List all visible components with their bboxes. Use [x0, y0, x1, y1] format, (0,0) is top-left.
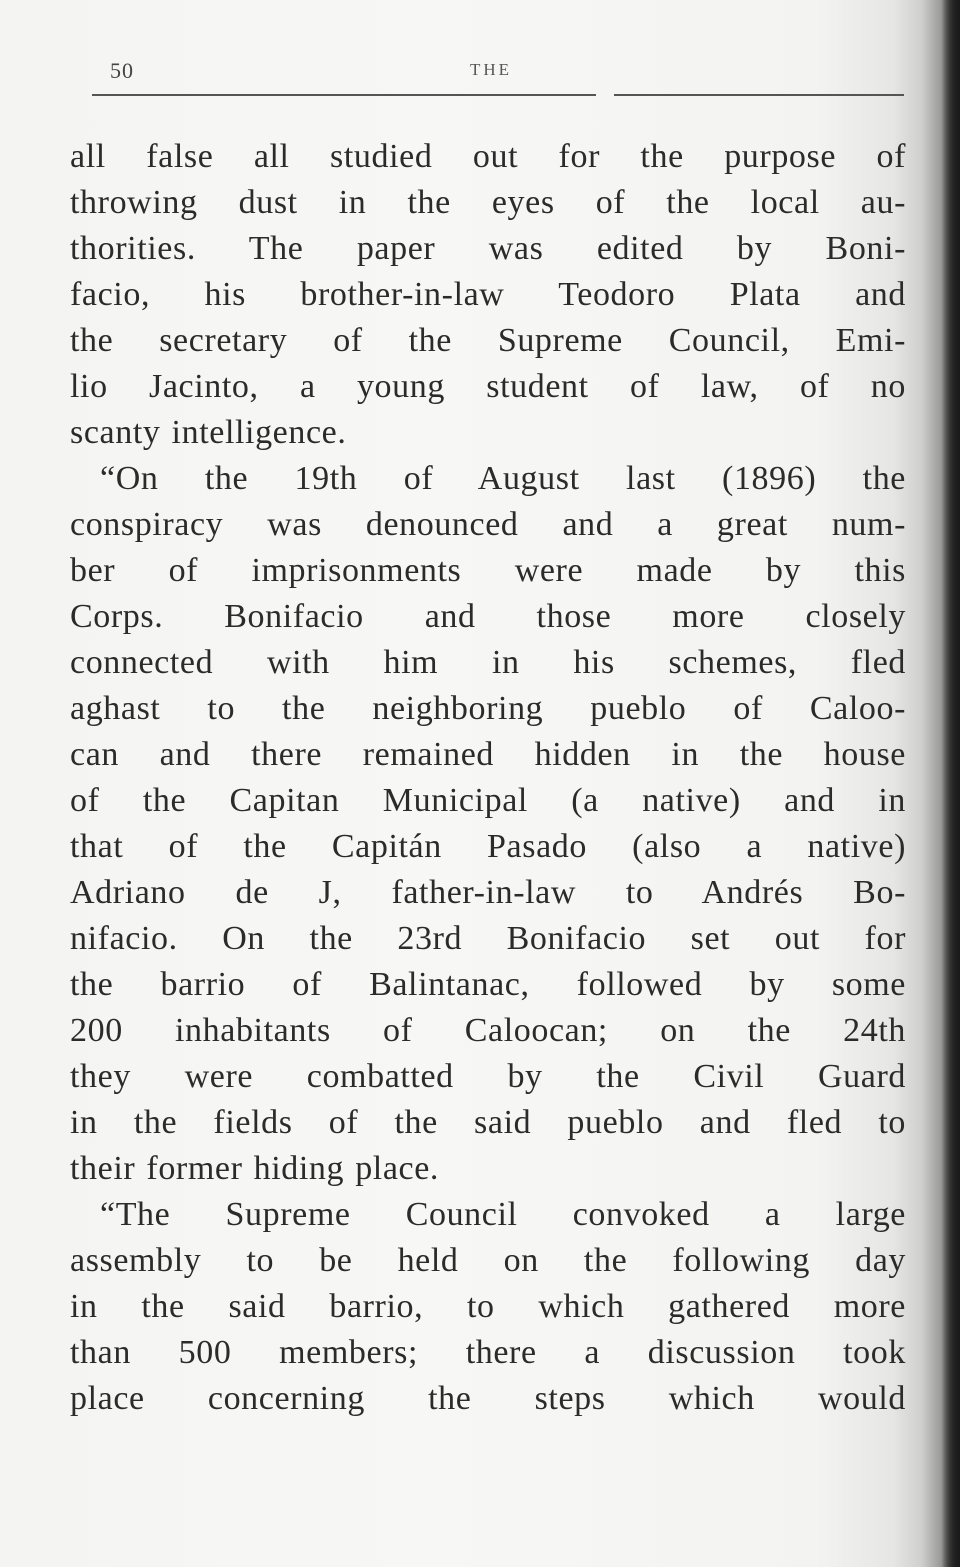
text-line: connected with him in his schemes, fled	[70, 644, 906, 681]
text-line: they were combatted by the Civil Guard	[70, 1058, 906, 1095]
text-line: “The Supreme Council convoked a large	[100, 1196, 906, 1233]
text-line: the barrio of Balintanac, followed by some	[70, 966, 906, 1003]
book-spine-shadow	[942, 0, 960, 1567]
text-line: the secretary of the Supreme Council, Emi-	[70, 322, 906, 359]
header-rule-break	[596, 92, 614, 98]
text-line: Adriano de J, father-in-law to Andrés Bo-	[70, 874, 906, 911]
text-line: throwing dust in the eyes of the local au-	[70, 184, 906, 221]
text-line: “On the 19th of August last (1896) the	[100, 460, 906, 497]
running-head	[92, 52, 904, 82]
body-text	[70, 134, 906, 1422]
header-rule	[92, 94, 904, 96]
text-line: thorities. The paper was edited by Boni-	[70, 230, 906, 267]
text-line: conspiracy was denounced and a great num-	[70, 506, 906, 543]
paragraph-2	[70, 456, 906, 1192]
text-line: aghast to the neighboring pueblo of Caloo-	[70, 690, 906, 727]
text-line: lio Jacinto, a young student of law, of no	[70, 368, 906, 405]
text-line: ber of imprisonments were made by this	[70, 552, 906, 589]
text-line: place concerning the steps which would	[70, 1380, 906, 1417]
paragraph-1	[70, 134, 906, 456]
text-line: nifacio. On the 23rd Bonifacio set out for	[70, 920, 906, 957]
text-line: in the fields of the said pueblo and fled to	[70, 1104, 906, 1141]
text-line: of the Capitan Municipal (a native) and in	[70, 782, 906, 819]
text-line: in the said barrio, to which gathered more	[70, 1288, 906, 1325]
text-line: can and there remained hidden in the house	[70, 736, 906, 773]
text-line: that of the Capitán Pasado (also a native)	[70, 828, 906, 865]
text-line: scanty intelligence.	[70, 414, 347, 451]
running-title: THE	[470, 60, 513, 79]
text-line: Corps. Bonifacio and those more closely	[70, 598, 906, 635]
text-line: all false all studied out for the purpose of	[70, 138, 906, 175]
text-line: than 500 members; there a discussion took	[70, 1334, 906, 1371]
page-number: 50	[110, 58, 134, 83]
paragraph-3	[70, 1192, 906, 1422]
text-line: assembly to be held on the following day	[70, 1242, 906, 1279]
text-line: their former hiding place.	[70, 1150, 440, 1187]
text-line: 200 inhabitants of Caloocan; on the 24th	[70, 1012, 906, 1049]
text-line: facio, his brother-in-law Teodoro Plata and	[70, 276, 906, 313]
